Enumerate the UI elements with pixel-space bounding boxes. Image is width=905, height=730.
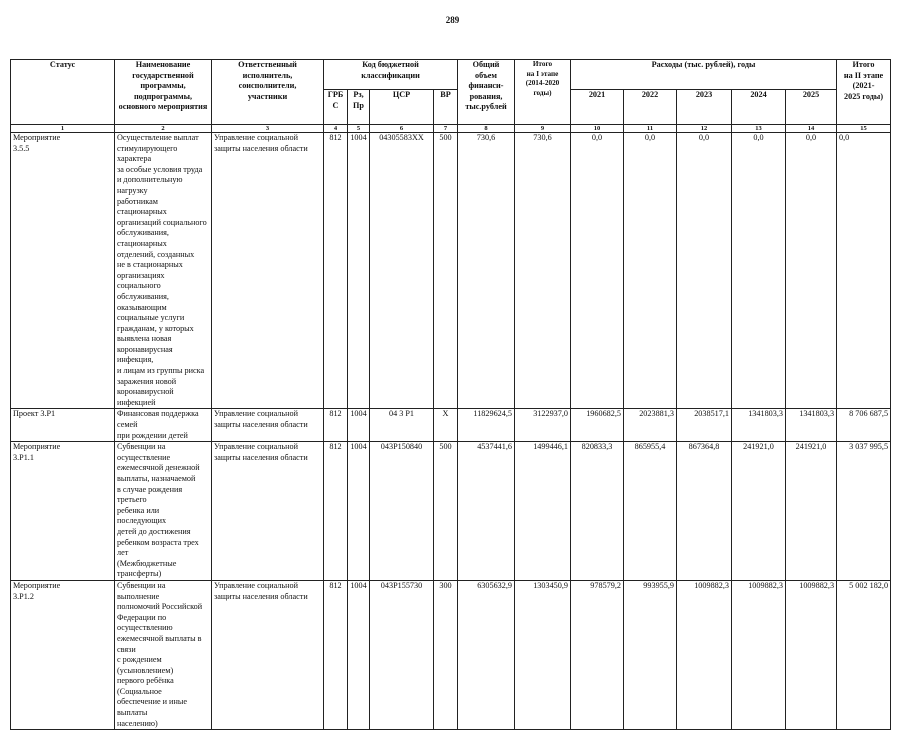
row-stage1: 730,6 [515, 133, 571, 409]
row-y2021: 978579,2 [571, 580, 624, 729]
header-budget-code: Код бюджетной классификации [324, 60, 458, 90]
row-csr: 043Р150840 [370, 442, 434, 581]
row-y2025: 0,0 [786, 133, 837, 409]
row-status: Мероприятие 3.Р1.1 [11, 442, 115, 581]
header-status: Статус [11, 60, 115, 125]
row-y2022: 0,0 [624, 133, 677, 409]
column-number: 9 [515, 125, 571, 133]
row-vr: 500 [434, 133, 458, 409]
row-name: Субвенции на осуществление ежемесячной денежной выплаты, назначаемой в случае рождения третьего ребенка или последующих детей до достижения ребенком возраста трех лет (Межбюджетные трансферты) [115, 442, 212, 581]
header-responsible: Ответственный исполнитель, соисполнители, участники [212, 60, 324, 125]
row-csr: 043Р155730 [370, 580, 434, 729]
row-name: Субвенции на выполнение полномочий Российской Федерации по осуществлению ежемесячной выплаты в связи с рождением (усыновлением) первого ребёнка (Социальное обеспечение и иные выплаты населению) [115, 580, 212, 729]
header-vr: ВР [434, 90, 458, 125]
row-responsible: Управление социальной защиты населения области [212, 133, 324, 409]
header-year-2024: 2024 [732, 90, 786, 125]
header-year-2023: 2023 [677, 90, 732, 125]
row-y2024: 0,0 [732, 133, 786, 409]
column-number: 1 [11, 125, 115, 133]
row-responsible: Управление социальной защиты населения области [212, 442, 324, 581]
row-total: 730,6 [458, 133, 515, 409]
column-number: 13 [732, 125, 786, 133]
row-y2021: 1960682,5 [571, 409, 624, 442]
row-status: Проект 3.Р1 [11, 409, 115, 442]
row-y2024: 1341803,3 [732, 409, 786, 442]
row-stage1: 3122937,0 [515, 409, 571, 442]
page-number: 289 [445, 15, 460, 25]
column-number: 11 [624, 125, 677, 133]
row-y2021: 820833,3 [571, 442, 624, 581]
row-status: Мероприятие 3.5.5 [11, 133, 115, 409]
row-name: Финансовая поддержка семей при рождении детей [115, 409, 212, 442]
row-total: 4537441,6 [458, 442, 515, 581]
row-y2025: 241921,0 [786, 442, 837, 581]
row-y2025: 1341803,3 [786, 409, 837, 442]
row-y2022: 865955,4 [624, 442, 677, 581]
header-stage1: Итого на I этапе (2014-2020 годы) [515, 60, 571, 125]
row-vr: 500 [434, 442, 458, 581]
row-vr: Х [434, 409, 458, 442]
header-stage2: Итого на II этапе (2021- 2025 годы) [837, 60, 891, 125]
row-y2023: 0,0 [677, 133, 732, 409]
row-rzpr: 1004 [348, 580, 370, 729]
header-grbs: ГРБ С [324, 90, 348, 125]
header-rzpr: Рз, Пр [348, 90, 370, 125]
column-number: 14 [786, 125, 837, 133]
header-name: Наименование государственной программы, подпрограммы, основного мероприятия [115, 60, 212, 125]
table-row [11, 580, 891, 729]
header-expenses: Расходы (тыс. рублей), годы [571, 60, 837, 90]
row-total: 11829624,5 [458, 409, 515, 442]
row-responsible: Управление социальной защиты населения области [212, 580, 324, 729]
column-number: 12 [677, 125, 732, 133]
row-status: Мероприятие 3.Р1.2 [11, 580, 115, 729]
row-stage2: 5 002 182,0 [837, 580, 891, 729]
row-stage2: 8 706 687,5 [837, 409, 891, 442]
row-name: Осуществление выплат стимулирующего характера за особые условия труда и дополнительную нагрузку работникам стационарных организаций социального обслуживания, стационарных отделений, созданных не в стационарных организациях социального обслуживания, оказывающим социальные услуги гражданам, у которых выявлена новая коронавирусная инфекция, и лицам из группы риска заражения новой коронавирусной инфекцией [115, 133, 212, 409]
header-year-2025: 2025 [786, 90, 837, 125]
header-year-2022: 2022 [624, 90, 677, 125]
row-y2023: 867364,8 [677, 442, 732, 581]
column-number: 15 [837, 125, 891, 133]
table-row [11, 442, 891, 581]
row-csr: 04305583XX [370, 133, 434, 409]
column-number: 2 [115, 125, 212, 133]
header-total-volume: Общий объем финанси- рования, тыс.рублей [458, 60, 515, 125]
row-stage2: 0,0 [837, 133, 891, 409]
row-y2022: 993955,9 [624, 580, 677, 729]
column-number: 5 [348, 125, 370, 133]
row-total: 6305632,9 [458, 580, 515, 729]
row-y2023: 1009882,3 [677, 580, 732, 729]
header-csr: ЦСР [370, 90, 434, 125]
row-vr: 300 [434, 580, 458, 729]
header-year-2021: 2021 [571, 90, 624, 125]
column-number: 6 [370, 125, 434, 133]
row-grbs: 812 [324, 580, 348, 729]
row-y2023: 2038517,1 [677, 409, 732, 442]
row-stage2: 3 037 995,5 [837, 442, 891, 581]
column-number: 3 [212, 125, 324, 133]
column-number: 8 [458, 125, 515, 133]
row-y2021: 0,0 [571, 133, 624, 409]
row-stage1: 1499446,1 [515, 442, 571, 581]
table-row [11, 409, 891, 442]
column-number: 10 [571, 125, 624, 133]
row-grbs: 812 [324, 409, 348, 442]
row-responsible: Управление социальной защиты населения области [212, 409, 324, 442]
row-grbs: 812 [324, 442, 348, 581]
column-number: 4 [324, 125, 348, 133]
row-stage1: 1303450,9 [515, 580, 571, 729]
row-y2022: 2023881,3 [624, 409, 677, 442]
row-csr: 04 3 Р1 [370, 409, 434, 442]
row-y2024: 1009882,3 [732, 580, 786, 729]
row-y2025: 1009882,3 [786, 580, 837, 729]
row-y2024: 241921,0 [732, 442, 786, 581]
row-rzpr: 1004 [348, 409, 370, 442]
row-rzpr: 1004 [348, 133, 370, 409]
budget-table [10, 59, 891, 730]
row-rzpr: 1004 [348, 442, 370, 581]
column-number: 7 [434, 125, 458, 133]
row-grbs: 812 [324, 133, 348, 409]
table-row [11, 133, 891, 409]
